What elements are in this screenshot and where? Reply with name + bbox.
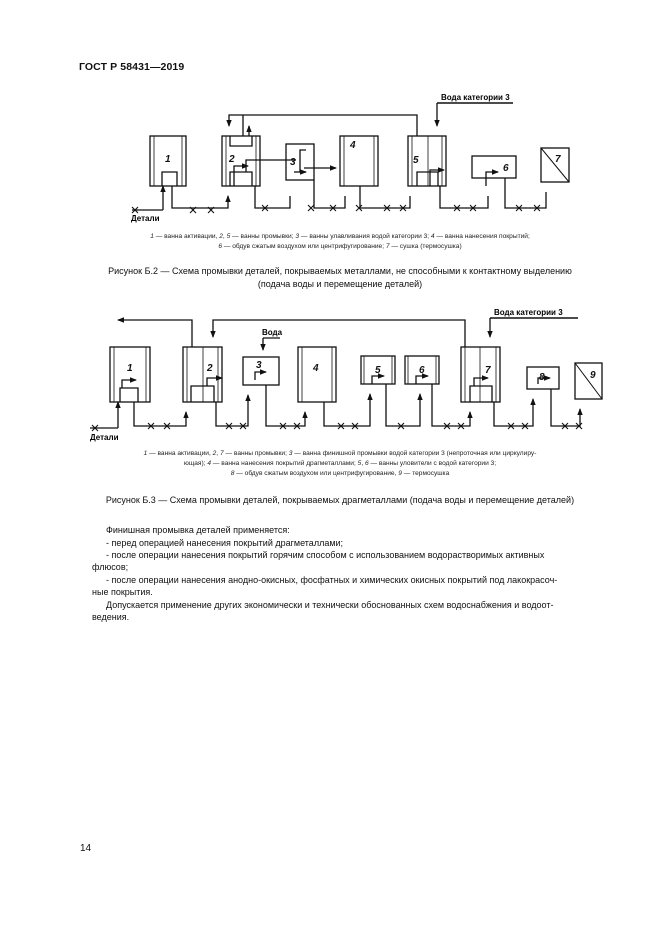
list-item-continuation: ные покрытия.: [92, 587, 153, 597]
legend-ref-number: 2: [212, 450, 217, 457]
legend-text: — ванны уловители с водой категории 3;: [368, 460, 497, 467]
legend-ref-number: 9: [398, 470, 402, 477]
legend-ref-number: 1: [143, 450, 148, 457]
legend-text: — ванна активации,: [153, 233, 220, 240]
legend-ref-number: 6: [364, 460, 369, 467]
figure-b2-caption: [70, 265, 610, 291]
b3-bath-4: [298, 347, 336, 402]
document-code-header: ГОСТ Р 58431—2019: [79, 61, 185, 73]
intro-paragraph: Финишная промывка деталей применяется:: [106, 525, 290, 535]
legend-text: — сушка (термосушка): [389, 243, 462, 250]
figure-b2-legend: [70, 232, 610, 252]
legend-ref-number: 7: [219, 450, 224, 457]
legend-ref-number: 3: [295, 233, 300, 240]
b3-water-label: Вода категории 3: [494, 308, 563, 317]
b2-box-label: 2: [229, 154, 235, 165]
legend-ref-number: 3: [288, 450, 293, 457]
legend-text: — ванны улавливания водой категории 3;: [299, 233, 431, 240]
legend-ref-number: 4: [207, 460, 212, 467]
legend-ref-number: 4: [430, 233, 435, 240]
b2-box-label: 1: [165, 154, 171, 165]
legend-text: — ванны промывки;: [223, 450, 289, 457]
b3-box-label: 7: [485, 365, 491, 376]
legend-ref-number: 8: [230, 470, 235, 477]
legend-text: ,: [222, 233, 227, 240]
legend-line: [70, 449, 610, 459]
b3-box-label: 2: [207, 363, 213, 374]
legend-line: [70, 232, 610, 242]
b2-box-label: 6: [503, 163, 509, 174]
b3-box-label: 8: [539, 372, 545, 383]
legend-text: ,: [216, 450, 220, 457]
legend-ref-number: 5: [226, 233, 231, 240]
legend-ref-number: 1: [150, 233, 154, 240]
list-item: - после операции нанесения анодно-окисных, фосфатных и химических окисных покрытий под лакокрасоч-: [106, 575, 558, 585]
b2-box-label: 7: [555, 154, 561, 165]
final-paragraph-continuation: ведения.: [92, 612, 130, 622]
b2-bath-2: [222, 136, 260, 186]
b3-box-label: 9: [590, 370, 596, 381]
caption-line: Рисунок Б.3 — Схема промывки деталей, покрываемых драгметаллами (подача воды и перемещение деталей): [105, 495, 575, 505]
figure-b3-caption: [70, 494, 610, 507]
figure-b2-diagram: [0, 90, 661, 225]
b3-bath-2: [183, 347, 222, 402]
legend-text: — ванна нанесения покрытий драгметаллами;: [211, 460, 358, 467]
legend-line: [70, 242, 610, 252]
b2-water-label: Вода категории 3: [441, 93, 510, 102]
legend-text: — ванна финишной промывки водой категории 3 (непроточная или циркулиру-: [292, 450, 537, 457]
final-paragraph: Допускается применение других экономически и технически обоснованных схем водоснабжения и водоот-: [106, 600, 554, 610]
legend-ref-number: 2: [219, 233, 223, 240]
figure-b3-legend: [70, 449, 610, 479]
legend-ref-number: 6: [218, 243, 222, 250]
b2-box-label: 5: [413, 155, 419, 166]
legend-ref-number: 5: [357, 460, 362, 467]
legend-text: — обдув сжатым воздухом или центрифугирование,: [234, 470, 399, 477]
b2-box-label: 3: [290, 157, 296, 168]
legend-text: — термосушка: [401, 470, 450, 477]
b3-water-top-label: Вода: [262, 328, 283, 337]
b2-blower-6: [472, 156, 516, 178]
legend-line: [70, 459, 610, 469]
caption-line: (подача воды и перемещение деталей): [257, 279, 423, 289]
b3-box-label: 1: [127, 363, 133, 374]
b3-box-label: 3: [256, 360, 262, 371]
b2-bath-4: [340, 136, 378, 186]
legend-text: — ванна активации,: [147, 450, 213, 457]
legend-text: — ванна нанесения покрытий;: [434, 233, 530, 240]
b3-box-label: 5: [375, 365, 381, 376]
legend-line: [70, 469, 610, 479]
b2-box-label: 4: [350, 140, 356, 151]
b3-parts-label: Детали: [90, 433, 119, 442]
b2-parts-label: Детали: [131, 214, 160, 223]
legend-text: ющая);: [183, 460, 208, 467]
caption-line: Рисунок Б.2 — Схема промывки деталей, покрываемых металлами, не способными к контактному выделению: [108, 266, 572, 276]
b3-bath-7: [461, 347, 500, 402]
legend-text: — обдув сжатым воздухом или центрифугирование;: [222, 243, 386, 250]
legend-text: ,: [361, 460, 365, 467]
b3-bath-1: [110, 347, 150, 402]
b3-box-label: 6: [419, 365, 425, 376]
figure-b3-diagram: [0, 302, 661, 444]
list-item: - перед операцией нанесения покрытий драгметаллами;: [106, 538, 344, 548]
b3-box-label: 4: [313, 363, 319, 374]
legend-text: — ванны промывки;: [230, 233, 296, 240]
page-number: 14: [80, 843, 92, 854]
list-item: - после операции нанесения покрытий горячим способом с использованием водорастворимых активных: [106, 550, 545, 560]
list-item-continuation: флюсов;: [92, 562, 129, 572]
legend-ref-number: 7: [385, 243, 390, 250]
